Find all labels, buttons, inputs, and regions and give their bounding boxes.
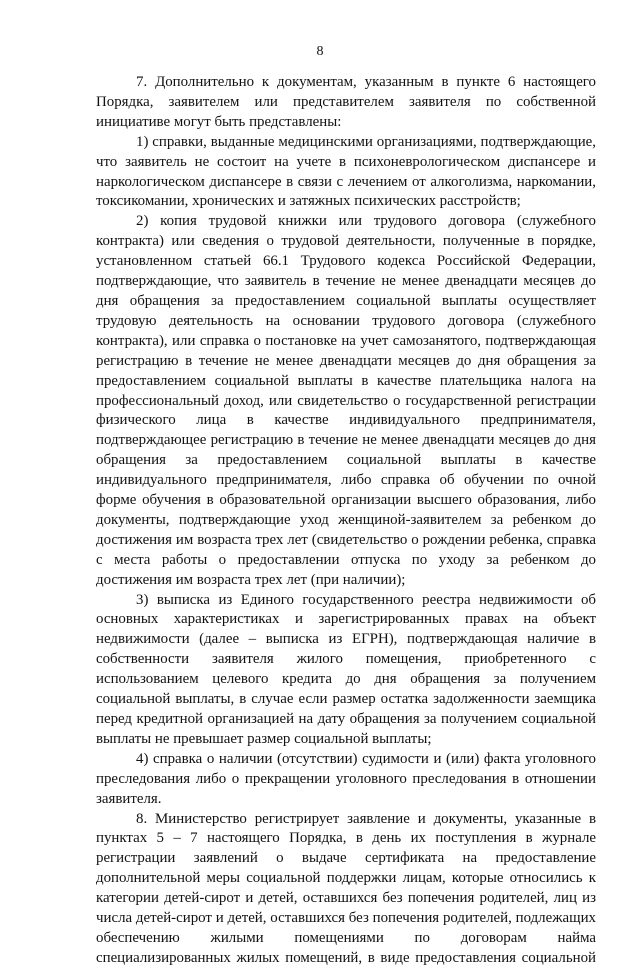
paragraph-subitem-3: 3) выписка из Единого государственного реестра недвижимости об основных характеристиках и зарегистрированных правах на объект недвижимости (далее – выписка из ЕГРН), подтверждающая наличие в собственности заявителя жилого помещения, приобретенного с использованием целевого кредита до дня обращения за получением социальной выплаты, в случае если размер остатка задолженности заемщика перед кредитной организацией на дату обращения за получением социальной выплаты не превышает размер социальной выплаты; (96, 591, 596, 747)
paragraph-item-8: 8. Министерство регистрирует заявление и документы, указанные в пунктах 5 – 7 настоящего Порядка, в день их поступления в журнале регистрации заявлений о выдаче сертификата на предоставление дополнительной меры социальной поддержки лицам, которые относились к категории детей-сирот и детей, оставшихся без попечения родителей, лиц из числа детей-сирот и детей, оставшихся без попечения родителей, подлежащих обеспечению жилыми помещениями по договорам найма специализированных жилых помещений, в виде предоставления социальной (96, 810, 596, 966)
paragraph-subitem-2: 2) копия трудовой книжки или трудового договора (служебного контракта) или сведения о трудовой деятельности, полученные в порядке, установленном статьей 66.1 Трудового кодекса Российской Федерации, подтверждающие, что заявитель в течение не менее двенадцати месяцев до дня обращения за предоставлением социальной выплаты осуществляет трудовую деятельность на основании трудового договора (служебного контракта), или справка о постановке на учет самозанятого, подтверждающая регистрацию в течение не менее двенадцати месяцев до дня обращения за предоставлением социальной выплаты в качестве плательщика налога на профессиональный доход, или свидетельство о государственной регистрации физического лица в качестве индивидуального предпринимателя, подтверждающее регистрацию в течение не менее двенадцати месяцев до дня обращения за предоставлением социальной выплаты в качестве индивидуального предпринимателя, либо справка об обучении по очной форме обучения в образовательной организации высшего образования, либо документы, подтверждающие уход женщиной-заявителем за ребенком до достижения им возраста трех лет (свидетельство о рождении ребенка, справка с места работы о предоставлении отпуска по уходу за ребенком до достижения им возраста трех лет (при наличии); (96, 213, 596, 588)
paragraph-item-7: 7. Дополнительно к документам, указанным в пункте 6 настоящего Порядка, заявителем или представителем заявителя по собственной инициативе могут быть представлены: (96, 74, 596, 130)
document-body (96, 73, 596, 969)
page-number: 8 (316, 44, 324, 59)
paragraph-subitem-1: 1) справки, выданные медицинскими организациями, подтверждающие, что заявитель не состоит на учете в психоневрологическом диспансере и наркологическом диспансере в связи с лечением от алкоголизма, наркомании, токсикомании, хронических и затяжных психических расстройств; (96, 133, 596, 210)
paragraph-subitem-4: 4) справка о наличии (отсутствии) судимости и (или) факта уголовного преследования либо о прекращении уголовного преследования в отношении заявителя. (96, 750, 596, 807)
